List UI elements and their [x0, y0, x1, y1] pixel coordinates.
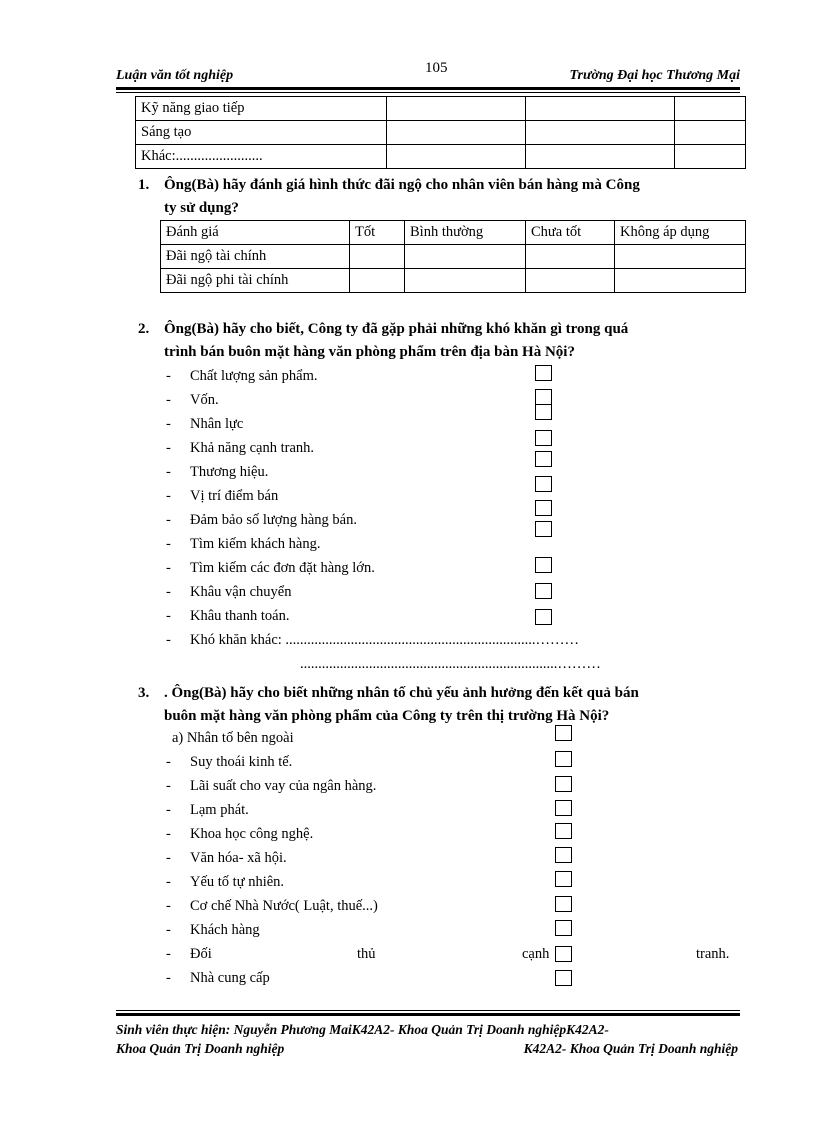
col-header: Không áp dụng [615, 221, 746, 245]
checkbox[interactable] [555, 896, 572, 912]
skills-table [135, 96, 746, 169]
list-item: Lạm phát. [190, 802, 249, 818]
checkbox[interactable] [535, 583, 552, 599]
col-header: Đánh giá [161, 221, 350, 245]
list-item: Tìm kiếm các đơn đặt hàng lớn. [190, 560, 375, 576]
list-item: Khâu thanh toán. [190, 608, 290, 624]
skills-row-label: Kỹ năng giao tiếp [136, 97, 387, 121]
list-item: Khả năng cạnh tranh. [190, 440, 315, 456]
table-row [136, 97, 746, 121]
list-item: Chất lượng sản phẩm. [190, 368, 318, 384]
other-continuation-line: .......................................................................……… [300, 656, 601, 672]
checkbox[interactable] [535, 451, 552, 467]
q2-text-line1: Ông(Bà) hãy cho biết, Công ty đã gặp phải những khó khăn gì trong quá [164, 321, 629, 337]
checkbox[interactable] [535, 557, 552, 573]
list-item: Lãi suất cho vay của ngân hàng. [190, 778, 377, 794]
header-rule-thin [116, 92, 740, 93]
col-header: Tốt [350, 221, 405, 245]
header-rule-thick [116, 87, 740, 90]
checkbox[interactable] [535, 476, 552, 492]
checkbox[interactable] [555, 776, 572, 792]
checkbox[interactable] [535, 365, 552, 381]
list-item: Vốn. [190, 392, 219, 408]
footer-line2-right: K42A2- Khoa Quản Trị Doanh nghiệp [523, 1041, 738, 1056]
competitor-word: cạnh [522, 946, 550, 962]
checkbox[interactable] [535, 609, 552, 625]
q3-text-line2: buôn mặt hàng văn phòng phẩm của Công ty trên thị trường Hà Nội? [164, 708, 610, 724]
checkbox[interactable] [555, 946, 572, 962]
table-row [161, 245, 746, 269]
checkbox[interactable] [555, 725, 572, 741]
list-item: Thương hiệu. [190, 464, 269, 480]
col-header: Bình thường [405, 221, 526, 245]
checkbox[interactable] [555, 823, 572, 839]
col-header: Chưa tốt [526, 221, 615, 245]
table-header-row [161, 221, 746, 245]
list-item: Nhà cung cấp [190, 970, 270, 986]
list-item: Khâu vận chuyển [190, 584, 292, 600]
table-row [136, 121, 746, 145]
checkbox[interactable] [555, 800, 572, 816]
list-item: Vị trí điểm bán [190, 488, 279, 504]
checkbox[interactable] [535, 430, 552, 446]
competitor-word: tranh. [696, 946, 730, 962]
checkbox[interactable] [555, 871, 572, 887]
row-label: Đãi ngộ phi tài chính [161, 269, 350, 293]
list-item: Đảm bảo số lượng hàng bán. [190, 512, 357, 528]
list-item: Nhân lực [190, 416, 244, 432]
competitor-word: thủ [357, 946, 376, 962]
q2-number: 2. [138, 321, 150, 337]
table-row [136, 145, 746, 169]
footer-rule-thin [116, 1010, 740, 1011]
list-item: Văn hóa- xã hội. [190, 850, 287, 866]
checkbox[interactable] [535, 389, 552, 405]
checkbox[interactable] [535, 521, 552, 537]
list-item: Cơ chế Nhà Nước( Luật, thuế...) [190, 898, 378, 914]
checkbox[interactable] [555, 847, 572, 863]
page-number: 105 [425, 60, 448, 76]
header-right-title: Trường Đại học Thương Mại [569, 68, 740, 83]
q3-text-line1: . Ông(Bà) hãy cho biết những nhân tố chủ yếu ảnh hưởng đến kết quả bán [164, 685, 639, 701]
list-item: Suy thoái kinh tế. [190, 754, 293, 770]
footer-line1: Sinh viên thực hiện: Nguyễn Phương MaiK42A2- Khoa Quản Trị Doanh nghiệpK42A2- [116, 1022, 609, 1037]
q3-subheading: a) Nhân tố bên ngoài [172, 730, 294, 746]
footer-line2-left: Khoa Quản Trị Doanh nghiệp [116, 1041, 285, 1056]
q3-number: 3. [138, 685, 150, 701]
list-item: Khoa học công nghệ. [190, 826, 314, 842]
competitor-word: Đối [190, 946, 212, 962]
list-item: Khách hàng [190, 922, 260, 938]
q1-text-line2: ty sử dụng? [164, 200, 239, 216]
footer-rule-thick [116, 1013, 740, 1016]
checkbox[interactable] [555, 751, 572, 767]
q1-number: 1. [138, 177, 150, 193]
list-item-other: Khó khăn khác: .....................................................................……… [190, 632, 580, 648]
skills-row-label: Khác:........................ [136, 145, 387, 169]
q1-text-line1: Ông(Bà) hãy đánh giá hình thức đãi ngộ cho nhân viên bán hàng mà Công [164, 177, 640, 193]
skills-row-label: Sáng tạo [136, 121, 387, 145]
row-label: Đãi ngộ tài chính [161, 245, 350, 269]
checkbox[interactable] [535, 500, 552, 516]
list-item: Yếu tố tự nhiên. [190, 874, 285, 890]
header-left-title: Luận văn tốt nghiệp [116, 68, 234, 83]
list-item: Tìm kiếm khách hàng. [190, 536, 321, 552]
checkbox[interactable] [535, 404, 552, 420]
q2-text-line2: trình bán buôn mặt hàng văn phòng phẩm trên địa bàn Hà Nội? [164, 344, 575, 360]
table-row [161, 269, 746, 293]
checkbox[interactable] [555, 970, 572, 986]
reward-evaluation-table [160, 220, 746, 293]
checkbox[interactable] [555, 920, 572, 936]
